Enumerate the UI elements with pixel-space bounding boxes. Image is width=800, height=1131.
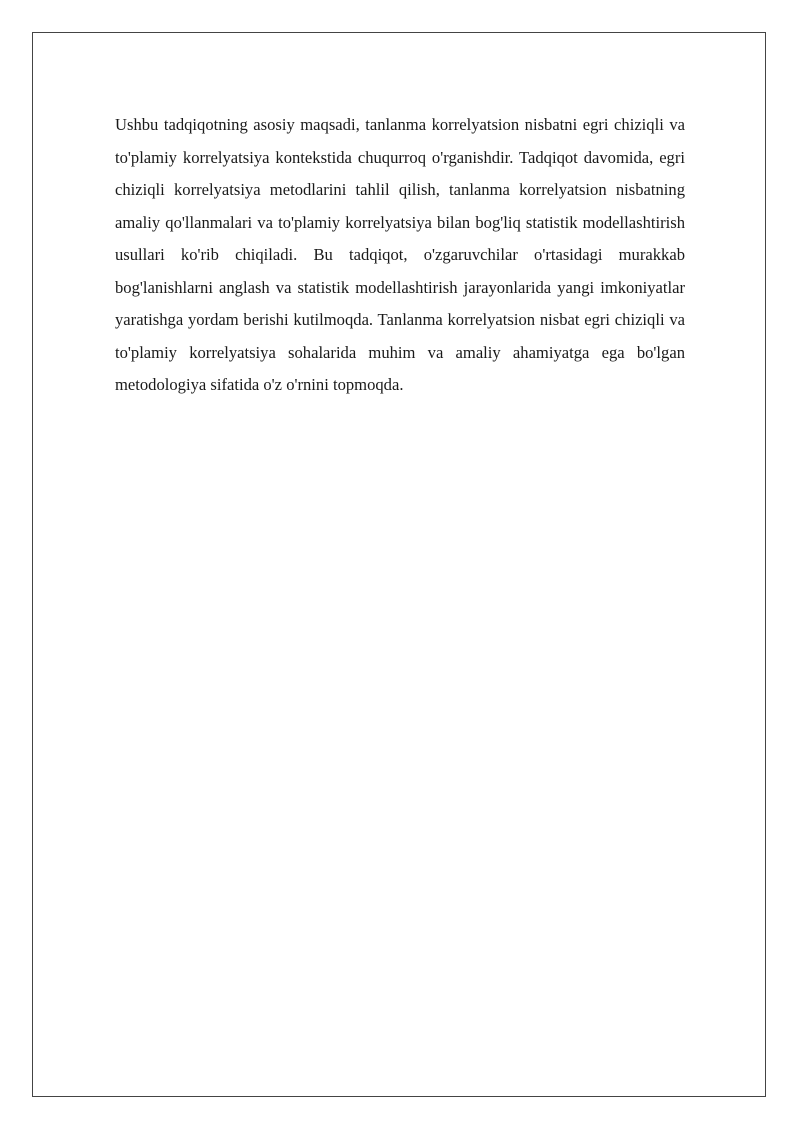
body-paragraph: Ushbu tadqiqotning asosiy maqsadi, tanlanma korrelyatsion nisbatni egri chiziqli va to'plamiy korrelyatsiya kontekstida chuqurroq o'rganishdir. Tadqiqot davomida, egri chiziqli korrelyatsiya metodlarini tahlil qilish, tanlanma korrelyatsion nisbatning amaliy qo'llanmalari va to'plamiy korrelyatsiya bilan bog'liq statistik modellashtirish usullari ko'rib chiqiladi. Bu tadqiqot, o'zgaruvchilar o'rtasidagi murakkab bog'lanishlarni anglash va statistik modellashtirish jarayonlarida yangi imkoniyatlar yaratishga yordam berishi kutilmoqda. Tanlanma korrelyatsion nisbat egri chiziqli va to'plamiy korrelyatsiya sohalarida muhim va amaliy ahamiyatga ega bo'lgan metodologiya sifatida o'z o'rnini topmoqda. bbox=[115, 115, 685, 394]
page-border bbox=[32, 32, 766, 1097]
